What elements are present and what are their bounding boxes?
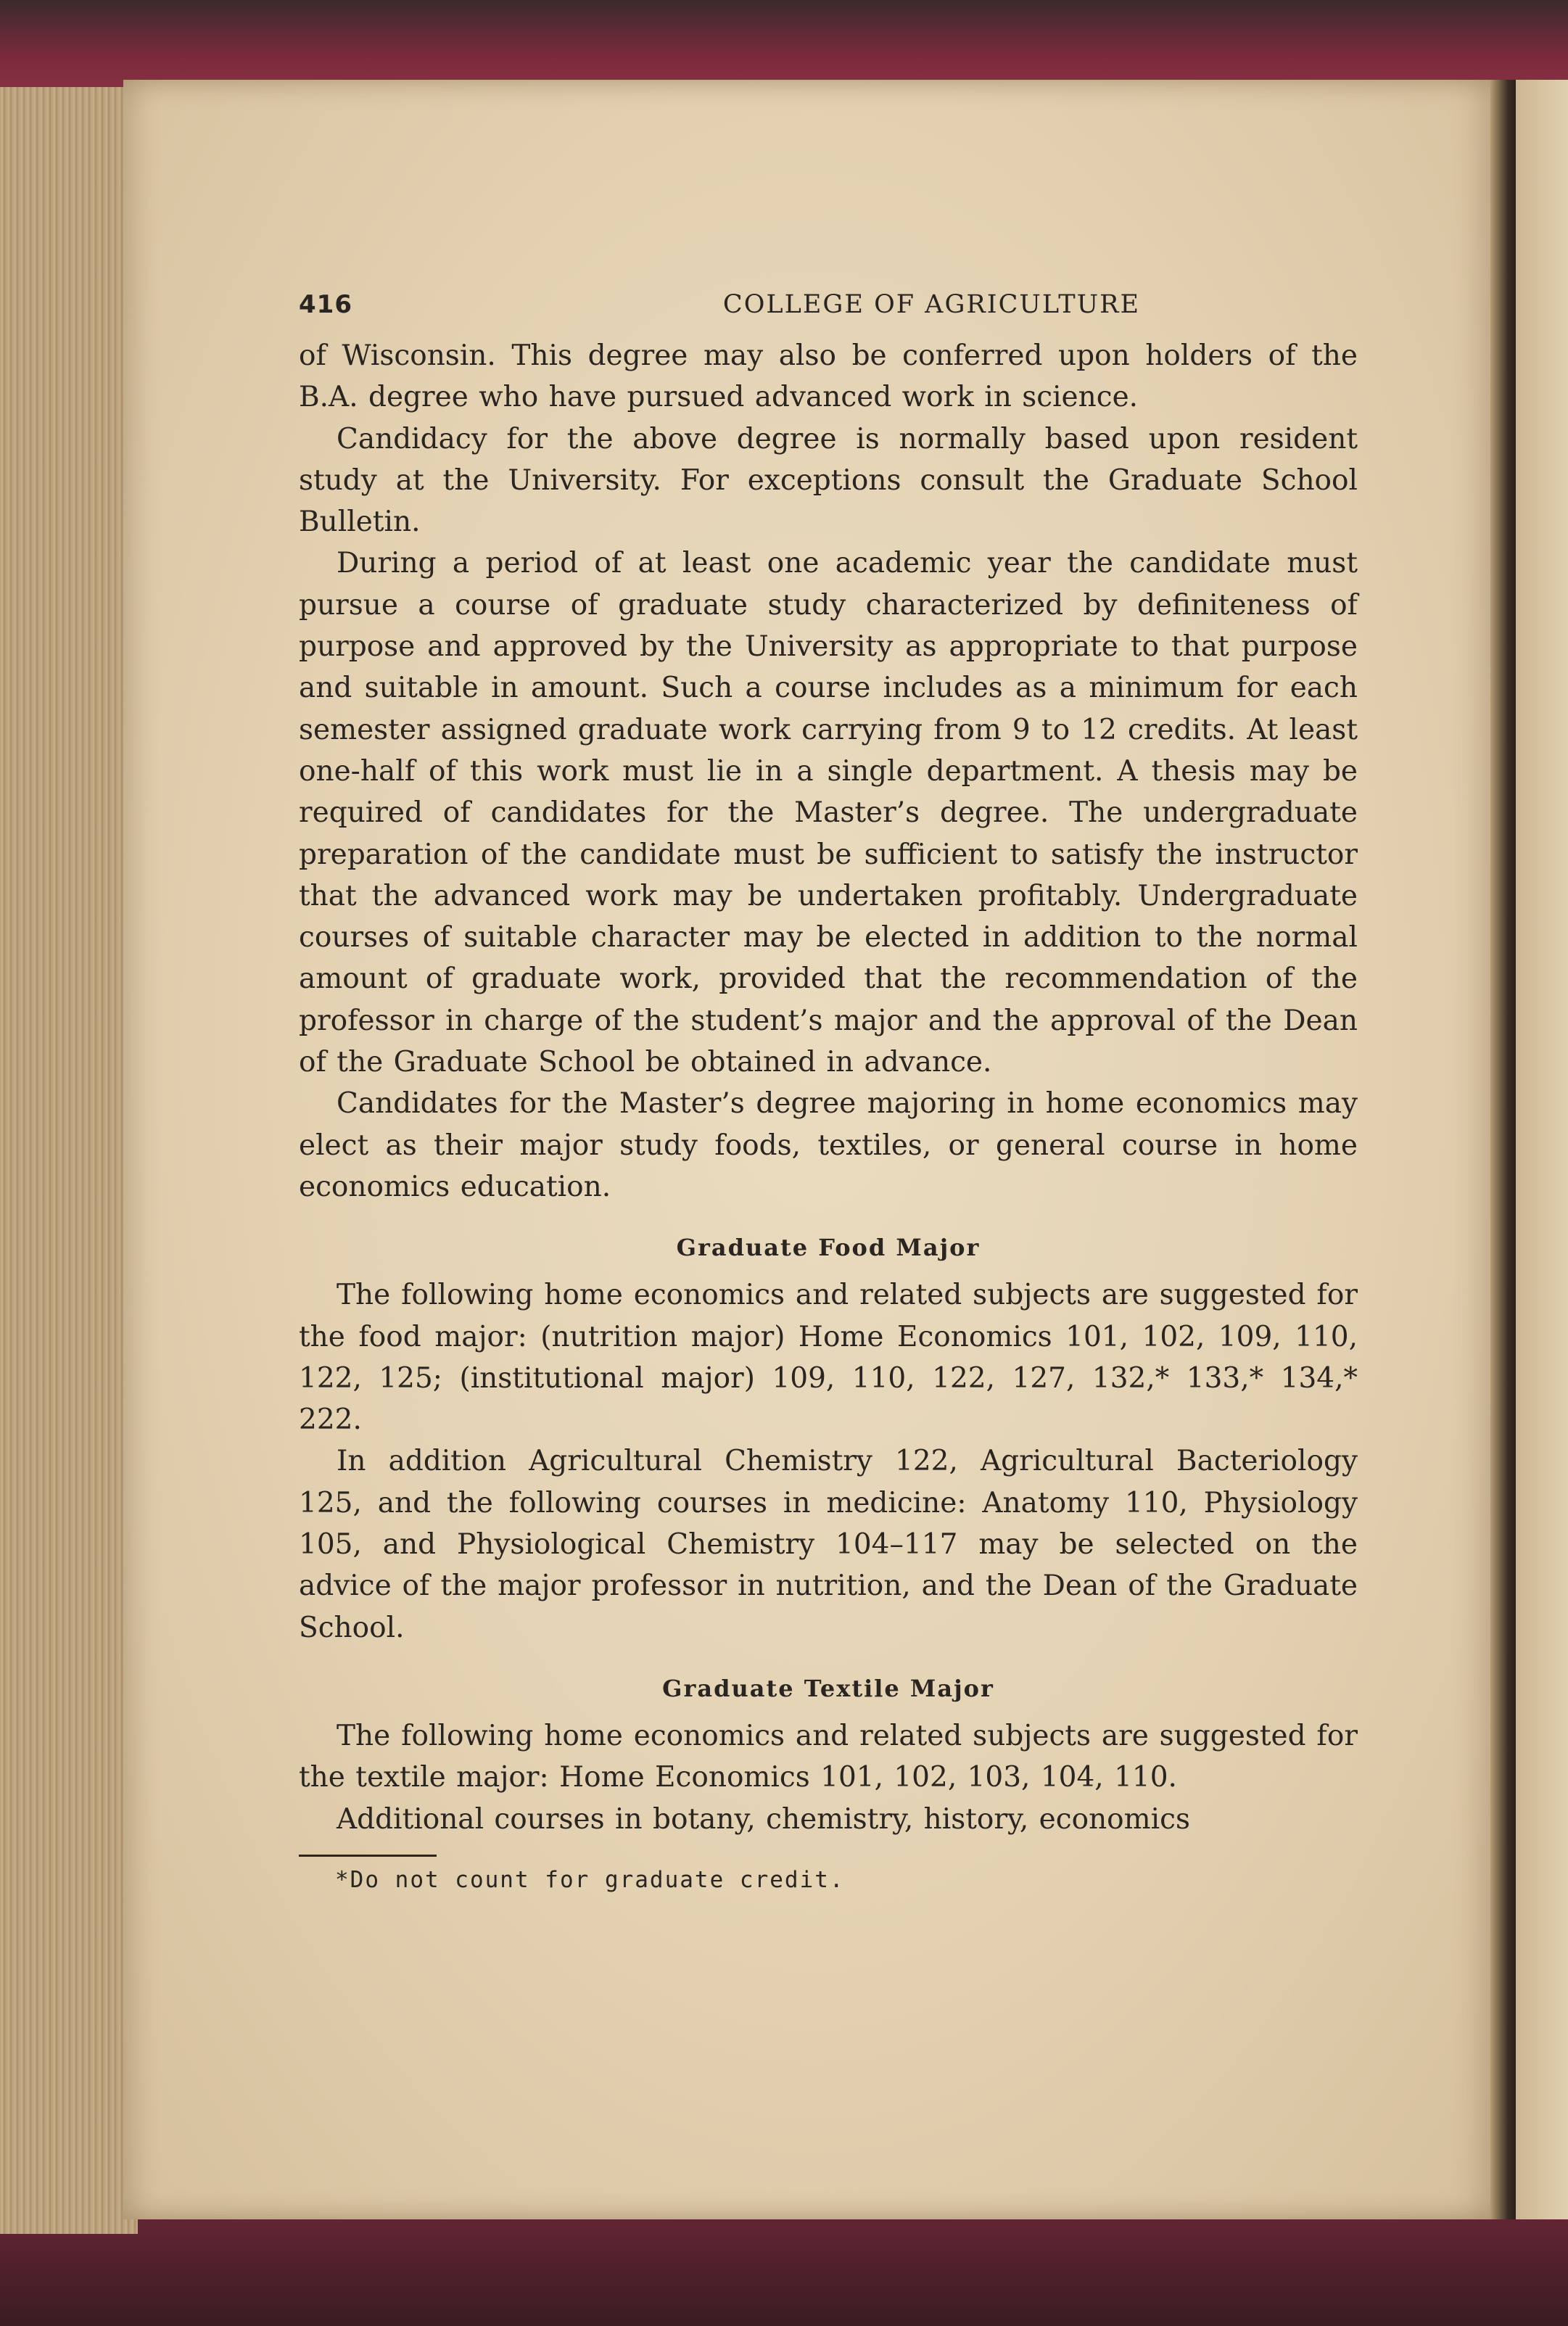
footnote: *Do not count for graduate credit. xyxy=(335,1866,845,1893)
food-major-paragraph-2: In addition Agricultural Chemistry 122, Agricultural Bacteriology 125, and the following courses in medicine: Anatomy 110, Physiology 105, and Physiological Chemistry 104–117 may be selected on the advice of the major professor in nutrition, and the Dean of the Graduate School. xyxy=(299,1445,1358,1644)
book-gutter xyxy=(1490,80,1519,2219)
page-edges xyxy=(0,87,138,2234)
food-major-paragraph-1: The following home economics and related subjects are suggested for the food major: (nutrition major) Home Economics 101, 102, 109, 110, 122, 125; (institutional major) 109, 110, 122, 127, 132,* 133,* 134,* 222. xyxy=(299,1279,1358,1437)
textile-major-paragraph-1: The following home economics and related subjects are suggested for the textile major: Home Economics 101, 102, 103, 104, 110. xyxy=(299,1719,1358,1794)
textile-major-heading: Graduate Textile Major xyxy=(662,1674,994,1702)
textile-major-paragraph-2: Additional courses in botany, chemistry, history, economics xyxy=(337,1802,1190,1836)
food-major-heading: Graduate Food Major xyxy=(676,1234,981,1262)
running-head-title: COLLEGE OF AGRICULTURE xyxy=(722,290,1140,319)
paragraph-continued: of Wisconsin. This degree may also be conferred upon holders of the B.A. degree who have pursued advanced work in science. xyxy=(299,339,1358,414)
page-number: 416 xyxy=(299,290,352,319)
footnote-rule xyxy=(299,1855,437,1857)
facing-page-edge xyxy=(1516,80,1568,2219)
paragraph-candidacy: Candidacy for the above degree is normally based upon resident study at the University. For exceptions consult the Graduate School Bulletin. xyxy=(299,422,1358,539)
paragraph-home-economics: Candidates for the Master’s degree majoring in home economics may elect as their major study foods, textiles, or general course in home economics education. xyxy=(299,1087,1358,1203)
running-head xyxy=(299,290,1358,319)
paragraph-requirements: During a period of at least one academic year the candidate must pursue a course of graduate study characterized by definiteness of purpose and approved by the University as appropriate to that purpose and suitable in amount. Such a course includes as a minimum for each semester assigned graduate work carrying from 9 to 12 credits. At least one-half of this work must lie in a single department. A thesis may be required of candidates for the Master’s degree. The undergraduate preparation of the candidate must be sufficient to satisfy the instructor that the advanced work may be undertaken profitably. Undergraduate courses of suitable character may be elected in addition to the normal amount of graduate work, provided that the recommendation of the professor in charge of the student’s major and the approval of the Dean of the Graduate School be obtained in advance. xyxy=(299,547,1358,1079)
page-text xyxy=(299,290,1358,1893)
